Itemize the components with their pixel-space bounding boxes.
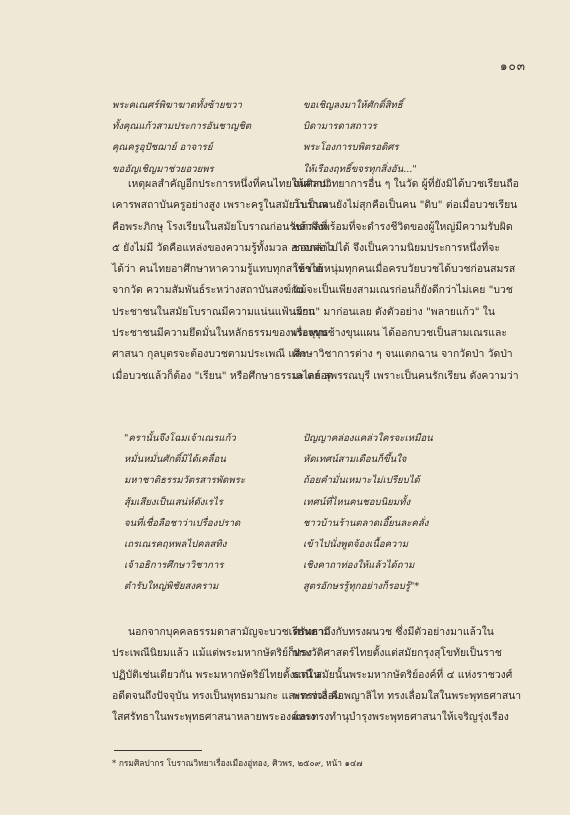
paragraph-line: ชอบต่อไปได้ จึงเป็นความนิยมประการหนึ่งที่จะ [293, 241, 500, 254]
poem-line: ให้เรืองฤทธิ์ขจรทุกสิ่งอัน..." [303, 163, 417, 175]
paragraph-line: ประเพณีนิยมแล้ว แม้แต่พระมหากษัตริย์ก็ทรง [112, 647, 312, 660]
poem-top-right-column [303, 95, 417, 180]
paragraph-line: เหตุผลสำคัญอีกประการหนึ่งที่คนไทยให้ความ [128, 178, 330, 190]
paragraph-line: เรียน" มาก่อนเลย ดังตัวอย่าง "พลายแก้ว" ใน [293, 305, 495, 318]
paragraph-line: ประชาชนในสมัยโบราณมีความแน่นแฟ้นมาก [112, 305, 315, 318]
poem-line: ตำรับใหญ่พิชัยสงคราม [124, 581, 219, 593]
paragraph-line: ประวัติศาสตร์ไทยตั้งแต่สมัยกรุงสุโขทัยเป็นราช [293, 647, 502, 660]
paragraph-line: เลไลย์ สุพรรณบุรี เพราะเป็นคนรักเรียน ดังความว่า [293, 369, 519, 382]
prose-1-right-column [293, 174, 519, 387]
paragraph-line: เคารพสถาบันครูอย่างสูง เพราะครูในสมัยโบราณ [112, 199, 329, 212]
poem-line: เชิงคาถาท่องให้แล้วได้ถาม [303, 560, 415, 572]
poem-mid-left-column [124, 428, 245, 598]
poem-line: เจ้าอธิการศึกษาวิชาการ [124, 560, 224, 572]
poem-line: พระคเณศร์พิฆาฆาตทั้งซ้ายขวา [112, 100, 242, 111]
paragraph-line: เรื่องขุนช้างขุนแผน ได้ออกบวชเป็นสามเณรและ [293, 327, 507, 340]
paragraph-line: พระร่วง คือพญาลิไท ทรงเลื่อมใสในพระพุทธศาสนา [293, 689, 522, 702]
poem-line: "ครานั้นจึงโฉมเจ้าเณรแก้ว [124, 433, 236, 444]
paragraph-line: คือพระภิกษุ โรงเรียนในสมัยโบราณก่อนรัชกาลที่ [112, 220, 328, 233]
poem-line: บิดามารดาสถาวร [303, 121, 377, 133]
paragraph-line: ศึกษาวิชาการต่าง ๆ จนแตกฉาน จากวัดป่า วัดป่า [293, 348, 513, 361]
poem-line: พระโองการบพิตรอดิศร [303, 142, 399, 154]
footnote: * กรมศิลปากร โบราณวิทยาเรื่องเมืองอู่ทอง, ศิวพร, ๒๕๐๙, หน้า ๑๔๗ [112, 758, 363, 768]
paragraph-line: ประชาชนมีความยึดมั่นในหลักธรรมของพระพุทธ [112, 327, 329, 340]
paragraph-line: ให้ชายหนุ่มทุกคนเมื่อครบวัยบวชได้บวชก่อนสมรส [293, 263, 516, 276]
poem-line: มหาชาติธรรมวัตรสารพัดพระ [124, 475, 245, 487]
paragraph-line: ศรัทธาถึงกับทรงผนวช ซึ่งมีตัวอย่างมาแล้วใน [293, 626, 494, 638]
prose-2-right-column [293, 622, 521, 728]
paragraph-line: ได้ว่า คนไทยอาศึกษาหาความรู้แทบทุกสาขาได้ [112, 263, 323, 276]
poem-top-left-column [112, 95, 251, 180]
poem-line: คุณครูอุปัชฌาย์ อาจารย์ [112, 142, 213, 154]
poem-line: เทศน์ที่ไหนคนชอบนิยมทั้ง [303, 496, 411, 508]
paragraph-line: แม้จะเป็นเพียงสามเณรก่อนก็ยังดีกว่าไม่เคย "บวช [293, 284, 513, 297]
poem-line: หัดเทศน์สามเดือนก็ขึ้นใจ [303, 454, 407, 466]
paragraph-line: จนศิลปวิทยาการอื่น ๆ ในวัด ผู้ที่ยังมิได้บวชเรียนถือ [293, 178, 519, 190]
poem-line: ทั้งคุณแก้วสามประการอันชาญชิต [112, 121, 252, 133]
paragraph-line: อดีตจนถึงปัจจุบัน ทรงเป็นพุทธมามกะ และทรงเลื่อม [112, 689, 341, 702]
poem-line: ปัญญาคล่องแคล่วใครจะเหมือน [303, 433, 433, 444]
paragraph-line: เมื่อบวชแล้วก็ต้อง "เรียน" หรือศึกษาธรรมะ ตลอด [112, 369, 334, 382]
paragraph-line: ปฏิบัติเช่นเดียวกัน พระมหากษัตริย์ไทยตั้งแต่ใน [112, 668, 321, 681]
poem-line: ขออัญเชิญมาช่วยอวยพร [112, 163, 214, 175]
poem-line: ถ้อยคำมั่นเหมาะไม่เปรียบได้ [303, 475, 420, 487]
poem-line: หมั่นหมั่นศักดิ์มิได้เคลื่อน [124, 454, 226, 466]
poem-mid-right-column [303, 428, 433, 598]
paragraph-line: ว่าเป็นคนยังไม่สุกคือเป็นคน "ดิบ" ต่อเมื่อบวชเรียน [293, 199, 518, 212]
paragraph-line: ๕ ยังไม่มี วัดคือแหล่งของความรู้ทั้งมวล อาจกล่าว [112, 241, 334, 254]
paragraph-line: จากวัด ความสัมพันธ์ระหว่างสถาบันสงฆ์กับ [112, 284, 304, 297]
paragraph-line: นอกจากบุคคลธรรมดาสามัญจะบวชเรียนตาม [128, 626, 331, 638]
poem-line: ชาวบ้านร้านตลาดเอี๊ยนละคลั่ง [303, 517, 429, 529]
paragraph-line: ธานี สมัยนั้นพระมหากษัตริย์องค์ที่ ๔ แห่งราชวงศ์ [293, 668, 513, 681]
poem-line: เข้าไปนั่งพูดจ้องเนื้อความ [303, 539, 409, 551]
paragraph-line: ศาสนา กุลบุตรจะต้องบวชตามประเพณี และ [112, 348, 307, 361]
poem-line: สุ้มเสียงเป็นเสน่ห์ดังเรไร [124, 496, 223, 508]
paragraph-line: และทรงทำนุบำรุงพระพุทธศาสนาให้เจริญรุ่งเรือง [293, 711, 509, 724]
footnote-divider [114, 750, 202, 751]
poem-line: สูตรอักษรรู้ทุกอย่างก็รอบรู้"* [303, 581, 420, 593]
poem-line: ขอเชิญลงมาให้ศักดิ์สิทธิ์ [303, 100, 403, 111]
poem-line: เถรเณรคฤหพลไปคลสทิง [124, 539, 227, 551]
paragraph-line: ใสศรัทธาในพระพุทธศาสนาหลายพระองค์ทรง [112, 711, 316, 724]
poem-line: จนที่เชื่อลือชาว่าเปรื่องปราด [124, 517, 241, 529]
page-number: ๑๐๓ [499, 59, 526, 73]
paragraph-line: แล้วจึงพร้อมที่จะดำรงชีวิตของผู้ใหญ่มีความรับผิด [293, 220, 513, 233]
